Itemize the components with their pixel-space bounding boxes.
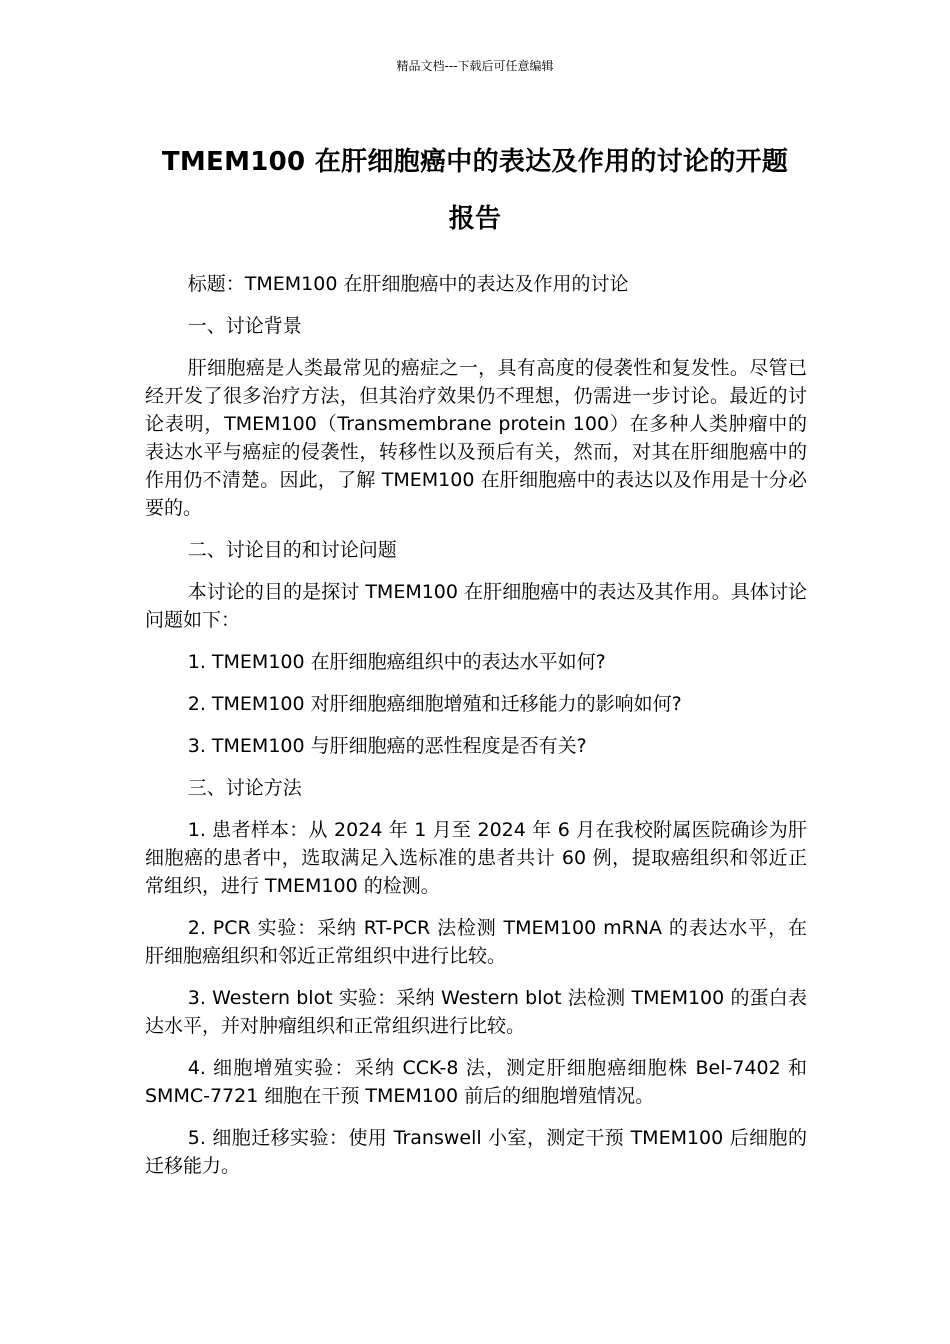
method-item: 5. 细胞迁移实验：使用 Transwell 小室，测定干预 TMEM100 后细胞的迁移能力。 <box>145 1127 807 1177</box>
title-line-2: 报告 <box>448 204 502 234</box>
document-body <box>145 270 807 1194</box>
section-heading-purpose: 二、讨论目的和讨论问题 <box>187 539 397 561</box>
method-item: 1. 患者样本：从 2024 年 1 月至 2024 年 6 月在我校附属医院确诊为肝细胞癌的患者中，选取满足入选标准的患者共计 60 例，提取癌组织和邻近正常组织，进行 TMEM100 的检测。 <box>145 819 807 897</box>
purpose-paragraph: 本讨论的目的是探讨 TMEM100 在肝细胞癌中的表达及其作用。具体讨论问题如下： <box>145 581 807 631</box>
title-line-1: TMEM100 在肝细胞癌中的表达及作用的讨论的开题 <box>161 147 789 177</box>
question-item: 3. TMEM100 与肝细胞癌的恶性程度是否有关? <box>187 735 587 757</box>
topic-line: 标题：TMEM100 在肝细胞癌中的表达及作用的讨论 <box>187 273 629 295</box>
method-item: 4. 细胞增殖实验：采纳 CCK-8 法，测定肝细胞癌细胞株 Bel-7402 和 SMMC-7721 细胞在干预 TMEM100 前后的细胞增殖情况。 <box>145 1057 807 1107</box>
question-item: 2. TMEM100 对肝细胞癌细胞增殖和迁移能力的影响如何? <box>187 693 682 715</box>
section-heading-methods: 三、讨论方法 <box>187 777 302 799</box>
background-paragraph: 肝细胞癌是人类最常见的癌症之一，具有高度的侵袭性和复发性。尽管已经开发了很多治疗方法，但其治疗效果仍不理想，仍需进一步讨论。最近的讨论表明，TMEM100（Transmembrane protein 100）在多种人类肿瘤中的表达水平与癌症的侵袭性，转移性以及预后有关，然而，对其在肝细胞癌中的作用仍不清楚。因此，了解 TMEM100 在肝细胞癌中的表达以及作用是十分必要的。 <box>145 357 807 519</box>
method-item: 2. PCR 实验：采纳 RT-PCR 法检测 TMEM100 mRNA 的表达水平，在肝细胞癌组织和邻近正常组织中进行比较。 <box>145 917 807 967</box>
document-title <box>140 134 810 248</box>
method-item: 3. Western blot 实验：采纳 Western blot 法检测 TMEM100 的蛋白表达水平，并对肿瘤组织和正常组织进行比较。 <box>145 987 807 1037</box>
question-item: 1. TMEM100 在肝细胞癌组织中的表达水平如何? <box>187 651 606 673</box>
section-heading-background: 一、讨论背景 <box>187 315 302 337</box>
header-note: 精品文档---下载后可任意编辑 <box>396 59 554 73</box>
